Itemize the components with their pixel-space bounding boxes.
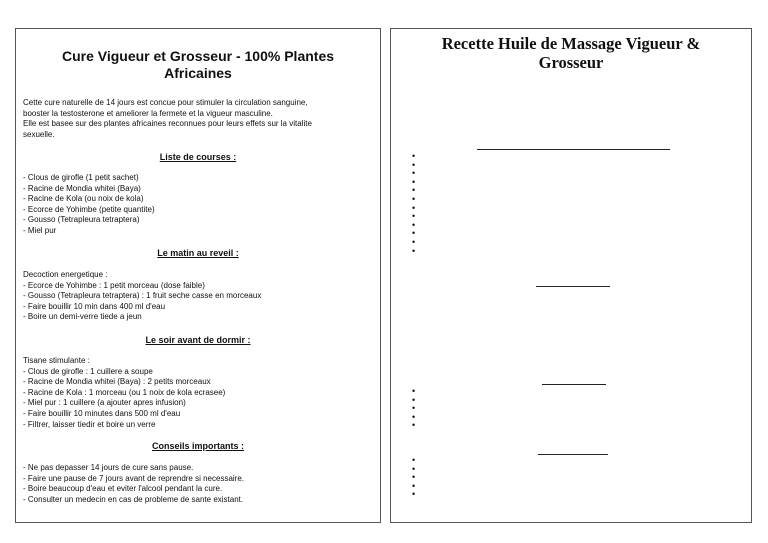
morning-heading: Le matin au reveil : — [157, 248, 239, 258]
oil-recipe-title: Recette Huile de Massage Vigueur & Grosseur — [441, 34, 701, 72]
list-item: - Faire une pause de 7 jours avant de reprendre si necessaire. — [23, 473, 245, 483]
list-item: - Ecorce de Yohimbe : 1 petit morceau (dose faible) — [23, 280, 205, 290]
list-item: - Consulter un medecin en cas de probleme de sante existant. — [23, 494, 244, 504]
right-document-page — [390, 28, 752, 523]
empty-bullet-list — [412, 387, 415, 430]
morning-lead: Decoction energetique : — [23, 270, 108, 279]
list-item: - Miel pur — [23, 225, 57, 235]
list-item: - Ne pas depasser 14 jours de cure sans pause. — [23, 463, 194, 472]
heading-underline — [477, 149, 670, 150]
list-item: - Boire beaucoup d'eau et eviter l'alcool pendant la cure. — [23, 484, 223, 494]
list-item: - Gousso (Tetrapleura tetraptera) : 1 fruit seche casse en morceaux — [23, 291, 262, 301]
intro-line: Elle est basee sur des plantes africaines reconnues pour leurs effets sur la vitalite — [23, 119, 312, 128]
list-item: - Filtrer, laisser tiedir et boire un verre — [23, 419, 156, 429]
list-item: - Clous de girofle (1 petit sachet) — [23, 173, 139, 182]
list-item: - Faire bouillir 10 min dans 400 ml d'eau — [23, 301, 166, 311]
morning-list — [23, 270, 370, 323]
list-item: - Boire un demi-verre tiede a jeun — [23, 312, 142, 322]
bullet-item — [412, 247, 415, 256]
intro-line: booster la testosterone et ameliorer la fermete et la vigueur masculine. — [23, 108, 273, 118]
heading-underline — [536, 286, 610, 287]
heading-underline — [538, 454, 608, 455]
empty-bullet-list — [412, 152, 415, 255]
list-item: - Racine de Mondia whitei (Baya) : 2 petits morceaux — [23, 377, 211, 387]
list-item: - Racine de Kola (ou noix de kola) — [23, 194, 144, 204]
evening-heading: Le soir avant de dormir : — [145, 335, 251, 345]
list-item: - Miel pur : 1 cuillere (a ajouter apres infusion) — [23, 398, 186, 408]
intro-line: sexuelle. — [23, 129, 55, 139]
tips-heading: Conseils importants : — [151, 441, 244, 451]
bullet-item — [412, 490, 415, 499]
list-item: - Gousso (Tetrapleura tetraptera) — [23, 215, 140, 225]
list-item: - Clous de girofle : 1 cuillere a soupe — [23, 366, 153, 376]
list-item: - Ecorce de Yohimbe (petite quantite) — [23, 204, 155, 214]
intro-paragraph — [23, 98, 364, 140]
evening-list — [23, 356, 370, 430]
heading-underline — [542, 384, 606, 385]
tips-list — [23, 463, 370, 505]
list-item: - Racine de Mondia whitei (Baya) — [23, 183, 141, 193]
shopping-list — [23, 173, 370, 237]
intro-line: Cette cure naturelle de 14 jours est concue pour stimuler la circulation sanguine, — [23, 98, 308, 107]
left-document-page — [15, 28, 381, 523]
bullet-item — [412, 421, 415, 430]
evening-lead: Tisane stimulante : — [23, 356, 90, 365]
empty-bullet-list — [412, 456, 415, 499]
shopping-list-heading: Liste de courses : — [159, 152, 237, 162]
list-item: - Racine de Kola : 1 morceau (ou 1 noix de kola ecrasee) — [23, 387, 226, 397]
cure-title: Cure Vigueur et Grosseur - 100% Plantes Africaines — [61, 48, 335, 81]
list-item: - Faire bouillir 10 minutes dans 500 ml d'eau — [23, 408, 181, 418]
